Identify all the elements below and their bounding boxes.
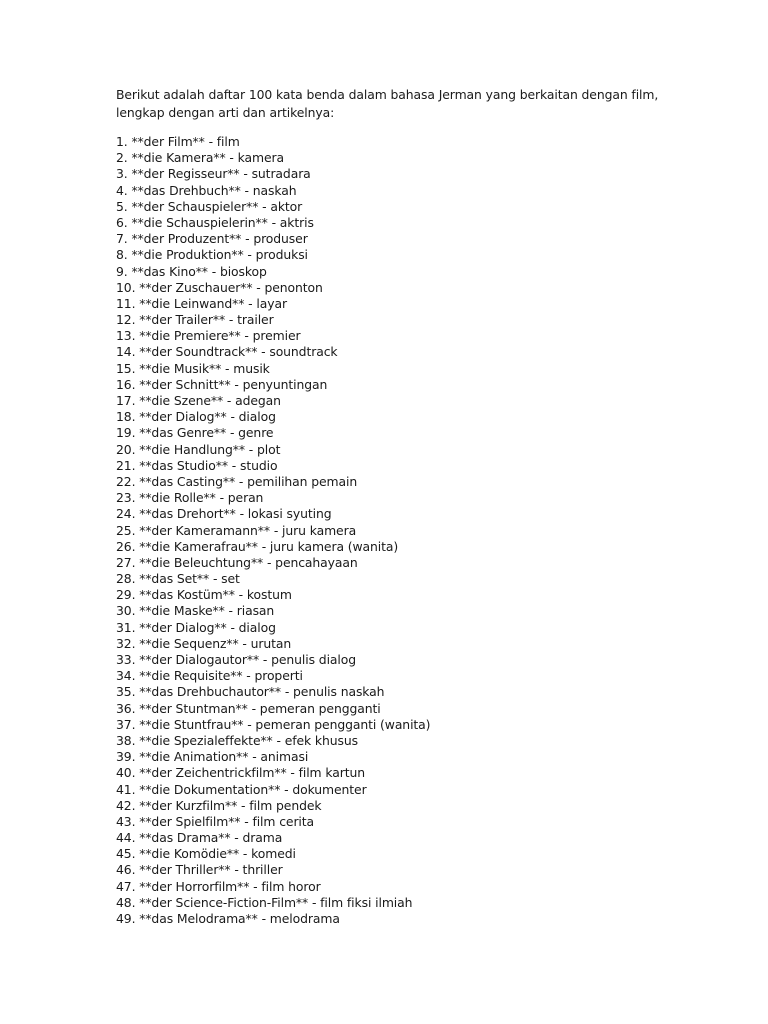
list-item: 42. **der Kurzfilm** - film pendek [116, 797, 322, 813]
list-item: 4. **das Drehbuch** - naskah [116, 182, 297, 198]
list-item: 12. **der Trailer** - trailer [116, 312, 274, 328]
list-item: 33. **der Dialogautor** - penulis dialog [116, 652, 357, 667]
list-item: 15. **die Musik** - musik [116, 360, 270, 376]
list-item: 43. **der Spielfilm** - film cerita [116, 813, 315, 829]
list-item: 37. **die Stuntfrau** - pemeran pengganti (wanita) [116, 716, 431, 732]
list-item: 41. **die Dokumentation** - dokumenter [116, 781, 367, 797]
list-item: 49. **das Melodrama** - melodrama [116, 911, 340, 926]
list-item: 16. **der Schnitt** - penyuntingan [116, 376, 328, 392]
list-item: 35. **das Drehbuchautor** - penulis naskah [116, 684, 385, 700]
list-item: 1. **der Film** - film [116, 134, 240, 149]
list-item: 8. **die Produktion** - produksi [116, 247, 308, 263]
intro-paragraph [116, 86, 736, 122]
list-item: 48. **der Science-Fiction-Film** - film fiksi ilmiah [116, 894, 413, 910]
list-item: 46. **der Thriller** - thriller [116, 862, 283, 878]
list-item: 18. **der Dialog** - dialog [116, 409, 276, 425]
list-item: 22. **das Casting** - pemilihan pemain [116, 473, 358, 489]
list-item: 45. **die Komödie** - komedi [116, 846, 296, 862]
list-item: 30. **die Maske** - riasan [116, 603, 275, 619]
list-item: 20. **die Handlung** - plot [116, 441, 281, 457]
list-item: 11. **die Leinwand** - layar [116, 295, 287, 311]
list-item: 14. **der Soundtrack** - soundtrack [116, 344, 338, 360]
list-item: 38. **die Spezialeffekte** - efek khusus [116, 732, 358, 748]
list-item: 5. **der Schauspieler** - aktor [116, 198, 303, 214]
list-item: 28. **das Set** - set [116, 571, 240, 587]
list-item: 39. **die Animation** - animasi [116, 749, 309, 765]
list-item: 40. **der Zeichentrickfilm** - film kartun [116, 765, 365, 781]
list-item: 47. **der Horrorfilm** - film horor [116, 878, 321, 894]
list-item: 6. **die Schauspielerin** - aktris [116, 214, 314, 230]
list-item: 9. **das Kino** - bioskop [116, 263, 267, 279]
list-item: 3. **der Regisseur** - sutradara [116, 166, 311, 182]
list-item: 13. **die Premiere** - premier [116, 328, 301, 344]
list-item: 17. **die Szene** - adegan [116, 393, 281, 408]
list-item: 25. **der Kameramann** - juru kamera [116, 522, 357, 538]
list-item: 23. **die Rolle** - peran [116, 490, 264, 506]
intro-line: Berikut adalah daftar 100 kata benda dalam bahasa Jerman yang berkaitan dengan film, [116, 87, 659, 102]
list-item: 2. **die Kamera** - kamera [116, 150, 284, 166]
list-item: 29. **das Kostüm** - kostum [116, 587, 292, 603]
vocabulary-list [116, 134, 736, 927]
list-item: 27. **die Beleuchtung** - pencahayaan [116, 554, 358, 570]
list-item: 31. **der Dialog** - dialog [116, 619, 276, 635]
list-item: 24. **das Drehort** - lokasi syuting [116, 506, 332, 522]
document-page [116, 86, 736, 927]
list-item: 21. **das Studio** - studio [116, 457, 278, 473]
list-item: 19. **das Genre** - genre [116, 425, 274, 441]
list-item: 44. **das Drama** - drama [116, 830, 283, 846]
list-item: 10. **der Zuschauer** - penonton [116, 279, 323, 295]
list-item: 32. **die Sequenz** - urutan [116, 635, 292, 651]
intro-line: lengkap dengan arti dan artikelnya: [116, 105, 335, 120]
list-item: 26. **die Kamerafrau** - juru kamera (wanita) [116, 538, 399, 554]
list-item: 7. **der Produzent** - produser [116, 231, 308, 247]
list-item: 34. **die Requisite** - properti [116, 668, 303, 684]
list-item: 36. **der Stuntman** - pemeran pengganti [116, 700, 381, 716]
